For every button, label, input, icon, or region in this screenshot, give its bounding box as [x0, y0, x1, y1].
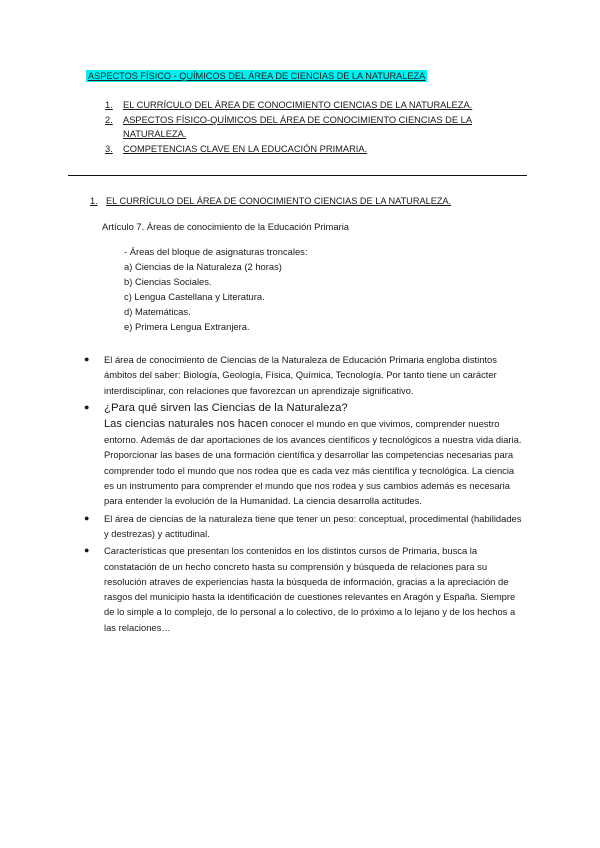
toc-number: 2.	[105, 115, 113, 125]
toc-item[interactable]	[105, 98, 485, 112]
toc-item[interactable]	[105, 142, 485, 156]
toc-text: ASPECTOS FÍSICO-QUÍMICOS DEL ÁREA DE CONOCIMIENTO CIENCIAS DE LA NATURALEZA.	[123, 115, 473, 139]
document-title: ASPECTOS FÍSICO - QUÍMICOS DEL ÁREA DE CIENCIAS DE LA NATURALEZA	[88, 71, 426, 81]
horizontal-divider	[68, 175, 527, 176]
bullet-list	[84, 352, 524, 637]
bullet-content	[104, 400, 524, 509]
bullet-item	[84, 352, 524, 398]
bullet-text: El área de ciencias de la naturaleza tiene que tener un peso: conceptual, procedimental (habilidades y destrezas) y actitudinal.	[104, 512, 522, 539]
area-item: a) Ciencias de la Naturaleza (2 horas)	[124, 260, 282, 272]
area-item: c) Lengua Castellana y Literatura.	[124, 290, 265, 302]
areas-list	[124, 245, 307, 334]
bullet-dot: ●	[84, 512, 90, 523]
bullet-text: conocer el mundo en que vivimos, comprender nuestro entorno. Además de dar aportaciones de los avances científicos y tecnológicos a nuestra vida diaria. Proporcionar las bases de una formación científica y desarrollar las competencias necesarias para comprender todo el mundo que nos rodea que es cada vez más científica y tecnológica. La ciencia es un instrumento para comprender el mundo que nos rodea y sus cambios además es necesaria para entender la evolución de la Humanidad. La ciencia desarrolla actitudes.	[104, 417, 522, 507]
bullet-item	[84, 511, 524, 542]
toc-number: 3.	[105, 144, 113, 154]
bullet-item	[84, 543, 524, 635]
bullet-text: Características que presentan los contenidos en los distintos cursos de Primaria, busca la constatación de un hecho concreto hasta su comprensión y búsqueda de relaciones para su resolución atraves de experiencias hasta la búsqueda de información, gracias a la apreciación de rasgos del municipio hasta la identificación de cuestiones relevantes en Aragón y España. Siempre de lo simple a lo complejo, de lo personal a lo colectivo, de lo próximo a lo lejano y de los hechos a las relaciones…	[104, 545, 516, 633]
areas-intro: - Áreas del bloque de asignaturas troncales:	[124, 246, 308, 257]
toc-item[interactable]	[105, 113, 485, 141]
toc-text: EL CURRÍCULO DEL ÁREA DE CONOCIMIENTO CIENCIAS DE LA NATURALEZA.	[123, 100, 473, 110]
area-item: d) Matemáticas.	[124, 305, 191, 317]
toc-text: COMPETENCIAS CLAVE EN LA EDUCACIÓN PRIMARIA.	[123, 144, 368, 154]
bullet-text: El área de conocimiento de Ciencias de la Naturaleza de Educación Primaria engloba distintos ámbitos del saber: Biología, Geología, Física, Química, Tecnología. Por tanto tiene un carácter interdisciplinar, con relaciones que favorezcan un aprendizaje significativo.	[104, 354, 497, 396]
bullet-item	[84, 400, 524, 509]
question-heading: ¿Para qué sirven las Ciencias de la Naturaleza?	[104, 401, 348, 414]
bullet-dot: ●	[84, 354, 90, 364]
bullet-dot: ●	[84, 401, 90, 412]
area-item: b) Ciencias Sociales.	[124, 275, 212, 287]
lead-phrase: Las ciencias naturales nos hacen	[104, 417, 269, 430]
area-item: e) Primera Lengua Extranjera.	[124, 320, 250, 332]
bullet-dot: ●	[84, 545, 90, 556]
article-heading: Artículo 7. Áreas de conocimiento de la Educación Primaria	[102, 221, 350, 232]
toc-number: 1.	[105, 100, 113, 110]
section-title: EL CURRÍCULO DEL ÁREA DE CONOCIMIENTO CIENCIAS DE LA NATURALEZA.	[106, 196, 452, 206]
section-heading	[90, 196, 451, 206]
table-of-contents	[105, 98, 485, 157]
section-number: 1.	[90, 196, 98, 206]
